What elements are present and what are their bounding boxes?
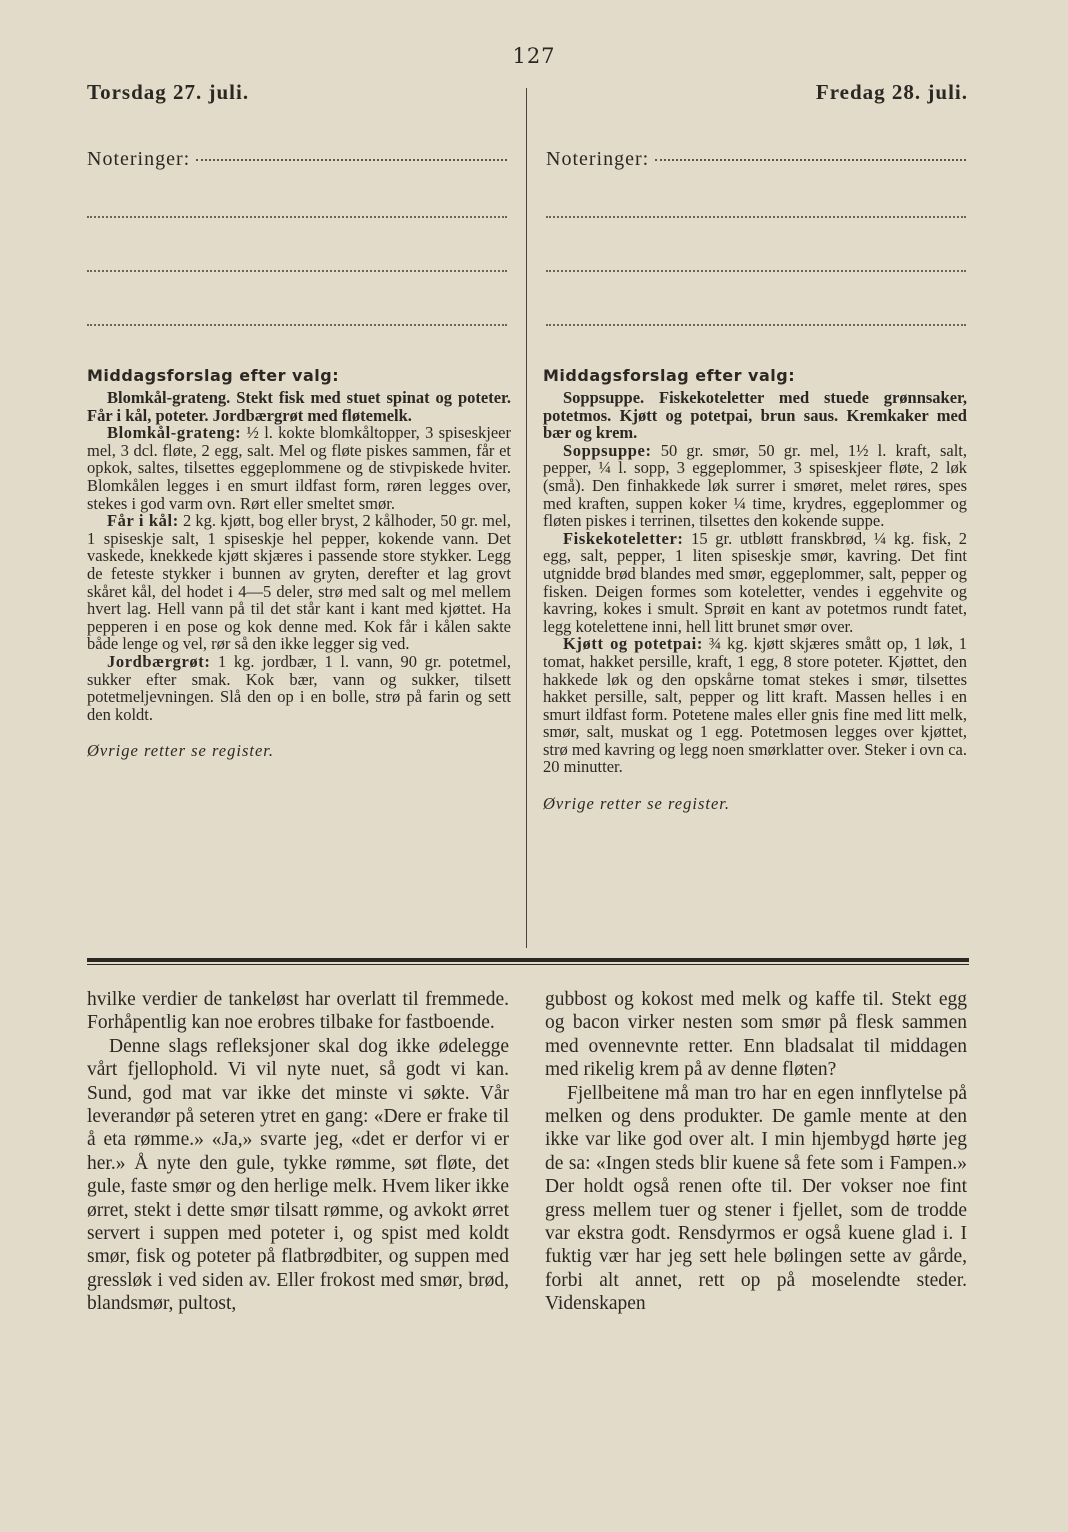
- right-notes-label-text: Noteringer:: [546, 148, 650, 170]
- essay-paragraph: hvilke verdier de tankeløst har overlatt til fremmede. Forhåpentlig kan noe erobres tilbake for fastboende.: [87, 989, 509, 1034]
- right-day-title: Fredag 28. juli.: [815, 80, 968, 104]
- left-notes-section: [87, 148, 507, 171]
- section-divider-thick: [87, 958, 969, 962]
- recipe-name: Jordbærgrøt:: [107, 651, 211, 671]
- recipe-paragraph: [87, 653, 511, 723]
- left-menu-summary: Blomkål-grateng. Stekt fisk med stuet spinat og poteter. Får i kål, poteter. Jordbærgrøt med fløtemelk.: [87, 388, 511, 425]
- recipe-body: 15 gr. utbløtt franskbrød, ¼ kg. fisk, 2 egg, salt, pepper, 1 liten spiseskje smør, kavring. Det fint utgnidde brød blandes med smør, eggeplommer, salt, pepper og fisken. Deigen formes som koteletter, vendes i eggehvite og kavring, kokes i smult. Sprøit en kant av potetmos rundt fatet, legg kotelettene inni, hell litt brunet smør over.: [543, 528, 967, 636]
- recipe-body: 50 gr. smør, 50 gr. mel, 1½ l. kraft, salt, pepper, ¼ l. sopp, 3 eggeplommer, 3 spiseskjeer fløte, 2 løk (små). Den finhakkede løk surrer i smøret, melet røres, spes med kraften, suppen koker ¼ time, krydres, eggeplommer og fløten piskes i terrinen, tilsettes den kokende suppe.: [543, 440, 967, 531]
- right-other-dishes-note: Øvrige retter se register.: [543, 794, 730, 814]
- left-notes-line: [87, 216, 507, 218]
- right-notes-line: [546, 270, 966, 272]
- right-recipes-heading: Middagsforslag efter valg:: [543, 366, 796, 385]
- recipe-name: Blomkål-grateng:: [107, 423, 242, 443]
- essay-left-column: [87, 988, 509, 1316]
- right-notes-label: [546, 148, 966, 171]
- recipe-paragraph: [543, 442, 967, 530]
- essay-paragraph: Denne slags refleksjoner skal dog ikke ødelegge vårt fjellophold. Vi vil nyte nuet, så godt vi kan. Sund, god mat var ikke det minste vi søkte. Vår leverandør på seteren ytret en gang: «Dere er frake til å eta rømme.» «Ja,» svarte jeg, «det er derfor vi er her.» Å nyte den gule, tykke rømme, søt fløte, det gule, faste smør og den herlige melk. Hvem liker ikke ørret, stekt i dette smør tilsatt rømme, og avkokt ørret servert i suppen med poteter i, og spist med koldt smør, fisk og poteter på flatbrødbiter, og suppen med gressløk i ved siden av. Eller frokost med smør, brød, blandsmør, pultost,: [87, 1035, 509, 1315]
- recipe-body: 2 kg. kjøtt, bog eller bryst, 2 kålhoder, 50 gr. mel, 1 spiseskje salt, 1 spiseskje hel pepper, kokende vann. Det vaskede, knekkede kjøtt skjæres i passende store stykker. Legg de feteste stykker i bunnen av gryten, derefter et lag grovt skåret kål, del hodet i 4—5 deler, strø med salt og mel mellem hvert lag. Hell vann på til det står kant i kant med kjøttet. Ha pepperen i en pose og kok denne med. Kok får i kålen sakte både lenge og vel, rør så den ikke legger sig ved.: [87, 511, 511, 654]
- recipe-paragraph: [87, 512, 511, 653]
- recipe-paragraph: [543, 635, 967, 776]
- recipe-paragraph: [87, 424, 511, 512]
- essay-paragraph: gubbost og kokost med melk og kaffe til. Stekt egg og bacon virker nesten som smør på flesk sammen med ovennevnte retter. Enn bladsalat til middagen med rikelig krem på av denne fløten?: [545, 989, 967, 1081]
- recipe-paragraph: [543, 530, 967, 636]
- left-notes-line: [87, 324, 507, 326]
- right-notes-line: [546, 324, 966, 326]
- right-recipes: [543, 366, 967, 814]
- left-notes-dotted-line: [196, 159, 507, 161]
- right-notes-dotted-line: [655, 159, 966, 161]
- left-recipes-heading: Middagsforslag efter valg:: [87, 366, 340, 385]
- left-day-title: Torsdag 27. juli.: [87, 80, 250, 104]
- recipe-body: 1 kg. jordbær, 1 l. vann, 90 gr. potetmel, sukker efter smak. Kok bær, vann og sukker, tilsett potetmeljevningen. Slå den op i en bolle, strø på farin og sett den koldt.: [87, 651, 511, 724]
- recipe-name: Fiskekoteletter:: [563, 528, 684, 548]
- recipe-name: Kjøtt og potetpai:: [563, 634, 703, 654]
- section-divider-thin: [87, 964, 969, 965]
- recipe-name: Får i kål:: [107, 511, 179, 531]
- recipe-name: Soppsuppe:: [563, 440, 652, 460]
- right-recipes-body: [543, 389, 967, 776]
- page-number: 127: [512, 44, 556, 68]
- column-divider: [526, 88, 527, 948]
- essay-paragraph: Fjellbeitene må man tro har en egen innflytelse på melken og dens produkter. De gamle mente at den ikke var like god over alt. I min hjembygd hørte jeg de sa: «Ingen steds blir kuene så fete som i Fampen.» Der holdt også renen ofte til. Der vokser noe fint gress mellem tuer og stener i fjellet, som de trodde var ekstra godt. Rensdyrmos er også kuene glad i. I fuktig vær har jeg sett hele bølingen sette av gårde, forbi alt annet, rett op på moselendte steder. Videnskapen: [545, 1082, 967, 1315]
- right-notes-line: [546, 216, 966, 218]
- essay-right-column: [545, 988, 967, 1316]
- left-recipes-body: [87, 389, 511, 723]
- recipe-body: ¾ kg. kjøtt skjæres smått op, 1 løk, 1 tomat, hakket persille, kraft, 1 egg, 8 store poteter. Kjøttet, den hakkede løk og den opskårne tomat stekes i smør, tilsettes hakket persille, salt, pepper og litt kraft. Massen helles i en smurt ildfast form. Potetene males eller gnis fine med litt melk, smør, salt, muskat og 1 egg. Potetmosen legges over kjøttet, strø med kavring og legg noen smørklatter over. Steker i ovn ca. 20 minutter.: [543, 634, 967, 777]
- right-menu-summary: Soppsuppe. Fiskekoteletter med stuede grønnsaker, potetmos. Kjøtt og potetpai, brun saus. Kremkaker med bær og krem.: [543, 388, 967, 443]
- left-recipes: [87, 366, 511, 761]
- right-notes-section: [546, 148, 966, 171]
- left-notes-label: [87, 148, 507, 171]
- left-other-dishes-note: Øvrige retter se register.: [87, 741, 274, 761]
- left-notes-label-text: Noteringer:: [87, 148, 191, 170]
- recipe-body: ½ l. kokte blomkåltopper, 3 spiseskjeer mel, 3 dcl. fløte, 2 egg, salt. Mel og fløte piskes sammen, får et opkok, saltes, tilsettes eggeplommene og de stivpiskede hviter. Blomkålen legges i en smurt ildfast form, røren legges over, stekes i god varm ovn. Rørt eller smeltet smør.: [87, 423, 511, 513]
- left-notes-line: [87, 270, 507, 272]
